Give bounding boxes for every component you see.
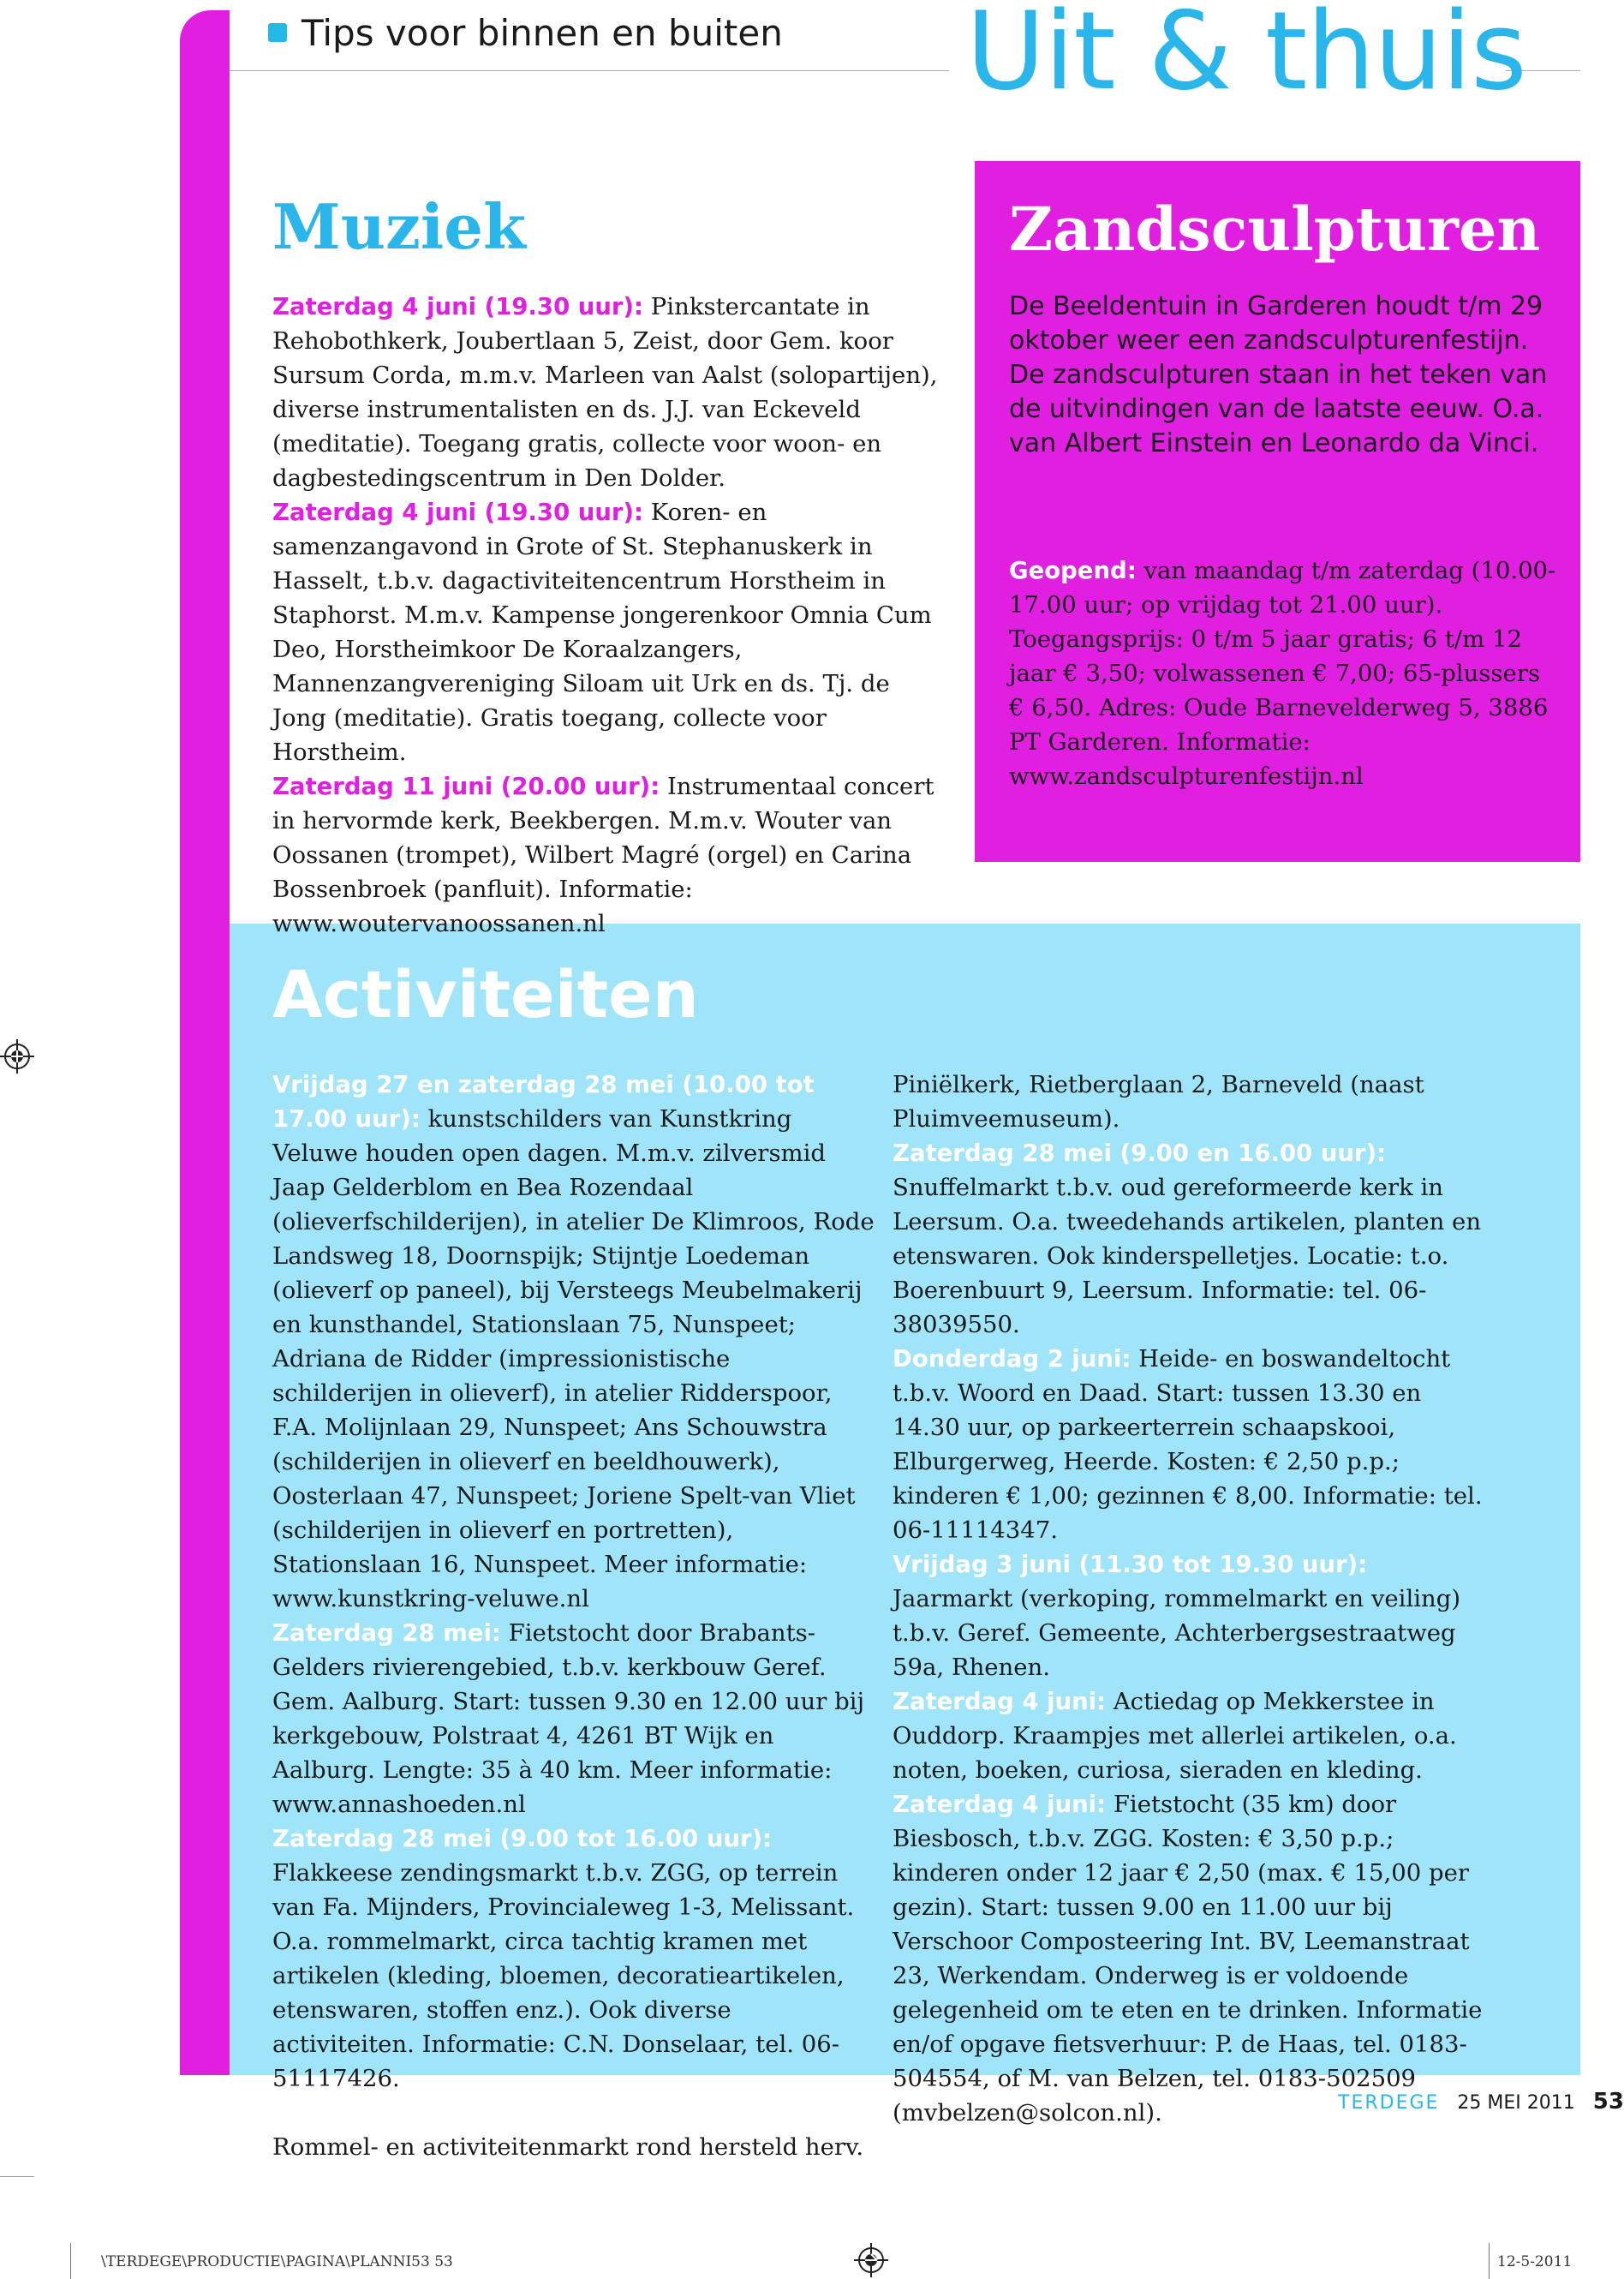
- listing-text: Rommel- en activiteitenmarkt rond hersteld herv.: [272, 2133, 864, 2161]
- listing-text: Instrumentaal concert in hervormde kerk, Beekbergen. M.m.v. Wouter van Oossanen (trompet), Wilbert Magré (orgel) en Carina Bossenbroek (panfluit). Informatie: www.woutervanoossanen.nl: [272, 773, 934, 937]
- listing-date: Zaterdag 28 mei:: [272, 1619, 501, 1647]
- listing-text: Fietstocht (35 km) door Biesbosch, t.b.v. ZGG. Kosten: € 3,50 p.p.; kinderen onder 12 jaar € 2,50 (max. € 15,00 per gezin). Start: tussen 9.00 en 11.00 uur bij Verschoor Composteering Int. BV, Leemanstraat 23, Werkendam. Onderweg is er voldoende gelegenheid om te eten en te drinken. Informatie en/of opgave fietsverhuur: P. de Haas, tel. 0183-504554, of M. van Belzen, tel. 0183-502509 (mvbelzen@solcon.nl).: [893, 1791, 1483, 2126]
- listing-date: Donderdag 2 juni:: [893, 1345, 1131, 1373]
- listing-text: Heide- en boswandeltocht t.b.v. Woord en Daad. Start: tussen 13.30 en 14.30 uur, op parkeerterrein schaapskooi, Elburgerweg, Heerde. Kosten: € 2,50 p.p.; kinderen € 1,00; gezinnen € 8,00. Informatie: tel. 06-11114347.: [893, 1345, 1483, 1544]
- open-text: van maandag t/m zaterdag (10.00-17.00 uur; op vrijdag tot 21.00 uur). Toegangsprijs: 0 t/m 5 jaar gratis; 6 t/m 12 jaar € 3,50; volwassenen € 7,00; 65-plussers € 6,50. Adres: Oude Barnevelderweg 5, 3886 PT Garderen. Informatie: www.zandsculpturenfestijn.nl: [1009, 557, 1556, 790]
- listing-item: [272, 1616, 875, 1821]
- intro-paragraph: De Beeldentuin in Garderen houdt t/m 29 oktober weer een zandsculpturenfestijn.: [1009, 291, 1543, 356]
- muziek-listing: [272, 290, 940, 941]
- crop-mark: [1489, 2243, 1490, 2279]
- issue-date: 25 MEI 2011: [1457, 2092, 1575, 2114]
- listing-item: [893, 1787, 1492, 2130]
- listing-text: Pinkstercantate in Rehobothkerk, Joubertlaan 5, Zeist, door Gem. koor Sursum Corda, m.m.v. Marleen van Aalst (solopartijen), diverse instrumentalisten en ds. J.J. van Eckeveld (meditatie). Toegang gratis, collecte voor woon- en dagbestedingscentrum in Den Dolder.: [272, 293, 938, 492]
- page-folio: [1338, 2089, 1624, 2115]
- listing-text: Fietstocht door Brabants-Gelders rivierengebied, t.b.v. kerkbouw Geref. Gem. Aalburg. Start: tussen 9.30 en 12.00 uur bij kerkgebouw, Polstraat 4, 4261 BT Wijk en Aalburg. Lengte: 35 à 40 km. Meer informatie: www.annashoeden.nl: [272, 1619, 865, 1818]
- listing-item: [272, 1821, 875, 2096]
- zandsculpturen-intro: [1009, 290, 1557, 461]
- listing-item: [893, 1547, 1492, 1684]
- listing-date: Vrijdag 27 en zaterdag 28 mei (10.00 tot 17.00 uur):: [272, 1071, 815, 1133]
- activiteiten-heading: Activiteiten: [272, 956, 699, 1032]
- listing-text: Actiedag op Mekkerstee in Ouddorp. Kraampjes met allerlei artikelen, o.a. noten, boeken, curiosa, sieraden en kleding.: [893, 1688, 1457, 1784]
- print-slug-date: 12-5-2011: [1497, 2253, 1573, 2270]
- page-number: 53: [1592, 2089, 1624, 2115]
- magazine-name: TERDEGE: [1338, 2092, 1440, 2114]
- listing-item: [272, 495, 940, 769]
- listing-text: Snuffelmarkt t.b.v. oud gereformeerde kerk in Leersum. O.a. tweedehands artikelen, planten en etenswaren. Ook kinderspelletjes. Locatie: t.o. Boerenbuurt 9, Leersum. Informatie: tel. 06-38039550.: [893, 1174, 1482, 1338]
- listing-item: [272, 2096, 875, 2164]
- listing-date: Zaterdag 28 mei (9.00 tot 16.00 uur):: [272, 1825, 773, 1852]
- crop-mark: [70, 2243, 71, 2279]
- listing-date: Zaterdag 4 juni (19.30 uur):: [272, 293, 644, 320]
- footer-rule: [0, 2176, 34, 2177]
- listing-date: Zaterdag 4 juni (19.30 uur):: [272, 499, 644, 526]
- listing-item: [893, 1342, 1492, 1547]
- magenta-side-bar: [180, 10, 230, 2075]
- listing-date: Zaterdag 28 mei (9.00 en 16.00 uur):: [893, 1140, 1387, 1167]
- listing-date: Zaterdag 11 juni (20.00 uur):: [272, 773, 660, 800]
- listing-continuation: Piniëlkerk, Rietberglaan 2, Barneveld (naast Pluimveemuseum).: [893, 1071, 1424, 1133]
- listing-date: Zaterdag 4 juni:: [893, 1688, 1107, 1715]
- listing-item: [272, 290, 940, 495]
- listing-item: [893, 1684, 1492, 1787]
- muziek-heading: Muziek: [272, 190, 526, 263]
- listing-text: Koren- en samenzangavond in Grote of St. Stephanuskerk in Hasselt, t.b.v. dagactiviteitencentrum Horstheim in Staphorst. M.m.v. Kampense jongerenkoor Omnia Cum Deo, Horstheimkoor De Koraalzangers, Mannenzangvereniging Siloam uit Urk en ds. Tj. de Jong (meditatie). Gratis toegang, collecte voor Horstheim.: [272, 499, 932, 766]
- listing-text: Jaarmarkt (verkoping, rommelmarkt en veiling) t.b.v. Geref. Gemeente, Achterbergsestraatweg 59a, Rhenen.: [893, 1585, 1461, 1681]
- intro-paragraph: De zandsculpturen staan in het teken van de uitvindingen van de laatste eeuw. O.a. van Albert Einstein en Leonardo da Vinci.: [1009, 360, 1548, 458]
- section-brand-title: Uit & thuis: [966, 0, 1526, 114]
- listing-text: Flakkeese zendingsmarkt t.b.v. ZGG, op terrein van Fa. Mijnders, Provincialeweg 1-3, Melissant. O.a. rommelmarkt, circa tachtig kramen met artikelen (kleding, bloemen, decoratieartikelen, etenswaren, stoffen enz.). Ook diverse activiteiten. Informatie: C.N. Donselaar, tel. 06-51117426.: [272, 1859, 855, 2092]
- zandsculpturen-info: [1009, 553, 1557, 793]
- listing-item: [272, 769, 940, 941]
- print-slug-path: \TERDEGE\PRODUCTIE\PAGINA\PLANNI53 53: [101, 2253, 453, 2270]
- listing-date: Vrijdag 3 juni (11.30 tot 19.30 uur):: [893, 1551, 1368, 1578]
- open-label: Geopend:: [1009, 557, 1137, 584]
- zandsculpturen-heading: Zandsculpturen: [1009, 194, 1541, 265]
- registration-mark-icon: [854, 2243, 888, 2277]
- listing-date: Zaterdag 28 mei (10.00 tot 15.00 uur):: [272, 2099, 789, 2126]
- listing-text: kunstschilders van Kunstkring Veluwe houden open dagen. M.m.v. zilversmid Jaap Gelderblom en Bea Rozendaal (olieverfschilderijen), in atelier De Klimroos, Rode Landsweg 18, Doornspijk; Stijntje Loedeman (olieverf op paneel), bij Versteegs Meubelmakerij en kunsthandel, Stationslaan 75, Nunspeet; Adriana de Ridder (impressionistische schilderijen in olieverf), in atelier Ridderspoor, F.A. Molijnlaan 29, Nunspeet; Ans Schouwstra (schilderijen in olieverf en beeldhouwerk), Oosterlaan 47, Nunspeet; Joriene Spelt-van Vliet (schilderijen in olieverf en portretten), Stationslaan 16, Nunspeet. Meer informatie: www.kunstkring-veluwe.nl: [272, 1105, 875, 1612]
- registration-mark-icon: [0, 1039, 34, 1074]
- activiteiten-right-column: [893, 1068, 1492, 2130]
- listing-item: [893, 1136, 1492, 1342]
- listing-date: Zaterdag 4 juni:: [893, 1791, 1107, 1818]
- listing-item: [272, 1068, 875, 1616]
- bullet-square-icon: [268, 23, 287, 42]
- section-tagline: Tips voor binnen en buiten: [302, 12, 783, 54]
- activiteiten-left-column: [272, 1068, 875, 2164]
- header-rule: [230, 70, 949, 71]
